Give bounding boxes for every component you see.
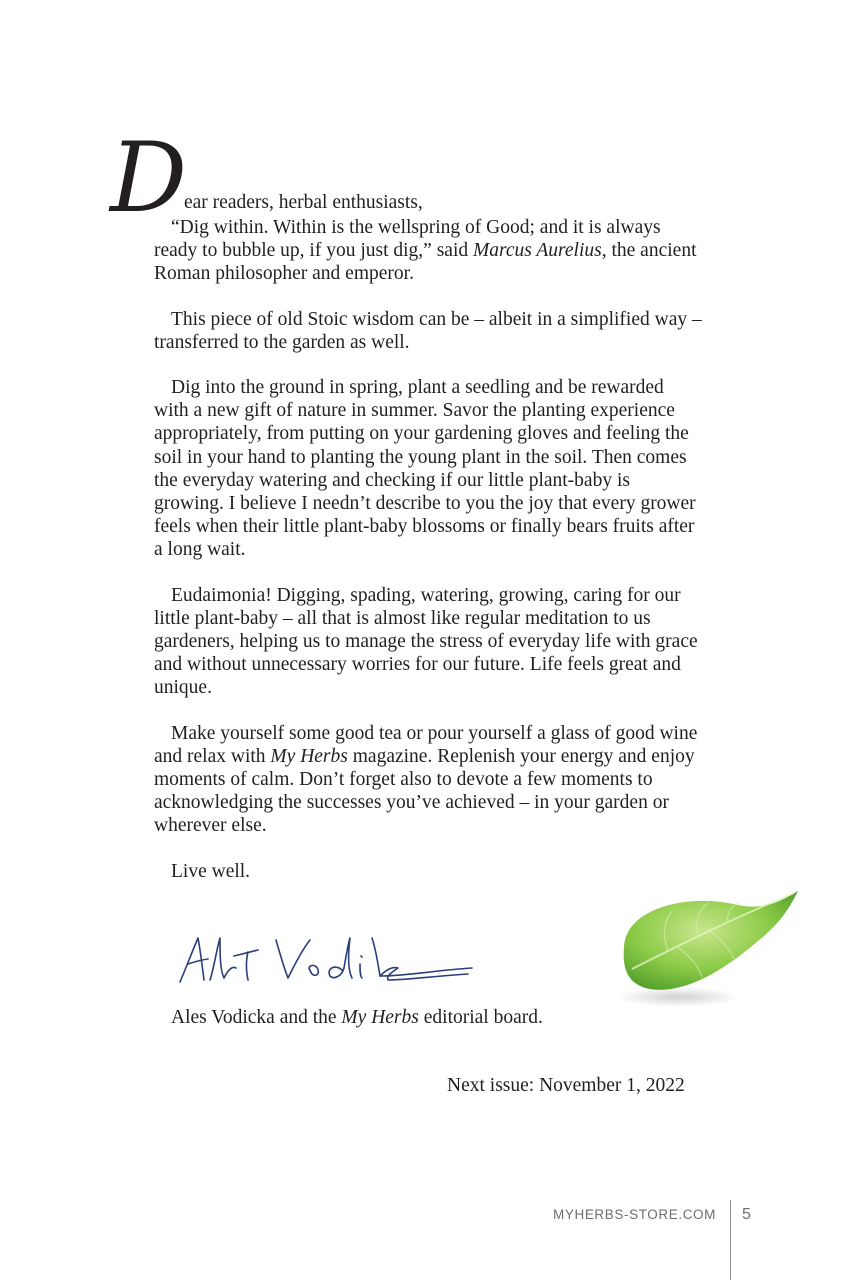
greeting bbox=[110, 122, 702, 234]
handwritten-signature bbox=[176, 930, 476, 990]
next-issue-date: Next issue: November 1, 2022 bbox=[447, 1075, 685, 1096]
paragraph-2: This piece of old Stoic wisdom can be – albeit in a simplified way – transferred to the garden as well. bbox=[154, 308, 702, 353]
greeting-text: ear readers, herbal enthusiasts, bbox=[184, 192, 423, 213]
page-number: 5 bbox=[742, 1206, 751, 1223]
paragraph-1: “Dig within. Within is the wellspring of Good; and it is always ready to bubble up, if you just dig,” said Marcus Aurelius, the ancient Roman philosopher and emperor. bbox=[154, 217, 697, 285]
signoff-magazine-name: My Herbs bbox=[341, 1007, 419, 1028]
philosopher-name: Marcus Aurelius bbox=[473, 240, 602, 262]
paragraph-4: Eudaimonia! Digging, spading, watering, growing, caring for our little plant-baby – all that is almost like regular meditation to us gardeners, helping us to manage the stress of everyday life with grace and without unnecessary worries for our future. Life feels great and unique. bbox=[154, 584, 698, 699]
paragraph-3: Dig into the ground in spring, plant a seedling and be rewarded with a new gift of nature in summer. Savor the planting experience appropriately, from putting on your gardening gloves and feeling the soil in your hand to planting the young plant in the soil. Then comes the everyday watering and checking if our little plant-baby is growing. I believe I needn’t describe to you the joy that every grower feels when their little plant-baby blossoms or finally bears fruits after a long wait. bbox=[154, 377, 696, 561]
editorial-letter bbox=[110, 122, 702, 883]
closing-line: Live well. bbox=[171, 860, 251, 882]
paragraph-5: Make yourself some good tea or pour yourself a glass of good wine and relax with My Herbs magazine. Replenish your energy and enjoy moments of calm. Don’t forget also to devote a few moments to acknowledging the successes you’ve achieved – in your garden or wherever else. bbox=[154, 722, 698, 837]
signoff-line: Ales Vodicka and the My Herbs editorial board. bbox=[171, 1007, 543, 1028]
basil-leaf-image bbox=[598, 885, 808, 1010]
drop-cap: D bbox=[110, 122, 185, 234]
footer-website: MYHERBS-STORE.COM bbox=[553, 1207, 716, 1222]
footer-divider bbox=[730, 1200, 731, 1280]
magazine-name: My Herbs bbox=[270, 745, 348, 767]
